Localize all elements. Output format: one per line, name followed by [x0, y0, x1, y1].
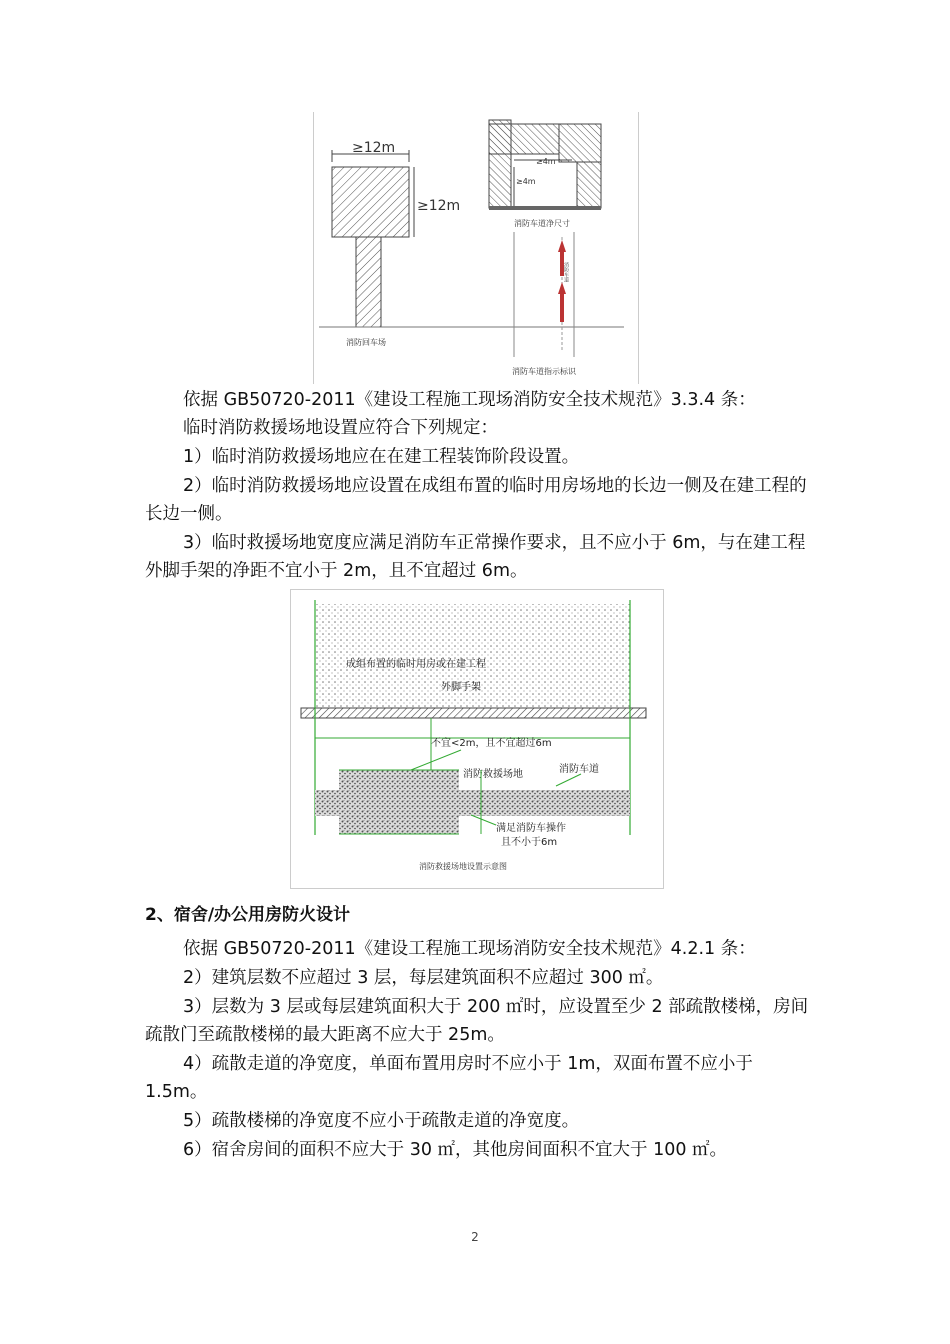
clearance-width-label: ≥4m: [536, 157, 556, 166]
turnaround-length-label: ≥12m: [417, 198, 461, 214]
paragraph-item-1: 1）临时消防救援场地应在在建工程装饰阶段设置。: [183, 447, 580, 467]
turnaround-width-label: ≥12m: [352, 140, 396, 156]
figure-rescue-site-layout: [290, 589, 664, 889]
rescue-site-label: 消防救援场地: [463, 769, 523, 780]
distance-label: 不宜<2m，且不宜超过6m: [431, 738, 552, 749]
sign-arrow-text: 消防车道: [563, 262, 569, 282]
paragraph-floors: 2）建筑层数不应超过 3 层，每层建筑面积不应超过 300 ㎡。: [183, 968, 664, 988]
paragraph-room-area: 6）宿舍房间的面积不应大于 30 ㎡，其他房间面积不宜大于 100 ㎡。: [183, 1140, 728, 1160]
paragraph-item-3: 3）临时救援场地宽度应满足消防车正常操作要求，且不应小于 6m，与在建工程外脚手架的净距不宜小于 2m，且不宜超过 6m。: [145, 533, 806, 581]
scaffold-label: 外脚手架: [441, 682, 481, 693]
clearance-caption: 消防车道净尺寸: [514, 219, 570, 228]
clearance-diagram: [489, 120, 601, 228]
lane-sign-diagram: [512, 232, 577, 376]
paragraph-3-3-4: 依据 GB50720-2011《建设工程施工现场消防安全技术规范》3.3.4 条：: [183, 390, 756, 410]
paragraph-stairs: 3）层数为 3 层或每层建筑面积大于 200 ㎡时，应设置至少 2 部疏散楼梯，房间疏散门至疏散楼梯的最大距离不应大于 25m。: [145, 997, 809, 1045]
paragraph-corridor: 4）疏散走道的净宽度，单面布置用房时不应小于 1m，双面布置不应小于 1.5m。: [145, 1054, 753, 1102]
turnaround-caption: 消防回车场: [346, 338, 386, 347]
page-number: 2: [471, 1230, 479, 1244]
paragraph-stair-width: 5）疏散楼梯的净宽度不应小于疏散走道的净宽度。: [183, 1111, 580, 1131]
figure2-caption: 消防救援场地设置示意图: [419, 862, 507, 871]
width-label-2: 且不小于6m: [501, 837, 558, 848]
paragraph-4-2-1: 依据 GB50720-2011《建设工程施工现场消防安全技术规范》4.2.1 条：: [183, 939, 756, 959]
figure-fire-lane-dimensions: [313, 112, 639, 384]
width-label-1: 满足消防车操作: [496, 823, 566, 834]
fire-lane-label: 消防车道: [559, 764, 599, 775]
section-heading: 2、宿舍/办公用房防火设计: [145, 905, 351, 925]
paragraph-item-2: 2）临时消防救援场地应设置在成组布置的临时用房场地的长边一侧及在建工程的长边一侧。: [145, 476, 807, 524]
clearance-height-label: ≥4m: [516, 177, 536, 186]
paragraph-rescue-rules: 临时消防救援场地设置应符合下列规定：: [183, 418, 498, 438]
building-label: 成组布置的临时用房或在建工程: [346, 659, 486, 670]
sign-caption: 消防车道指示标识: [512, 367, 576, 376]
